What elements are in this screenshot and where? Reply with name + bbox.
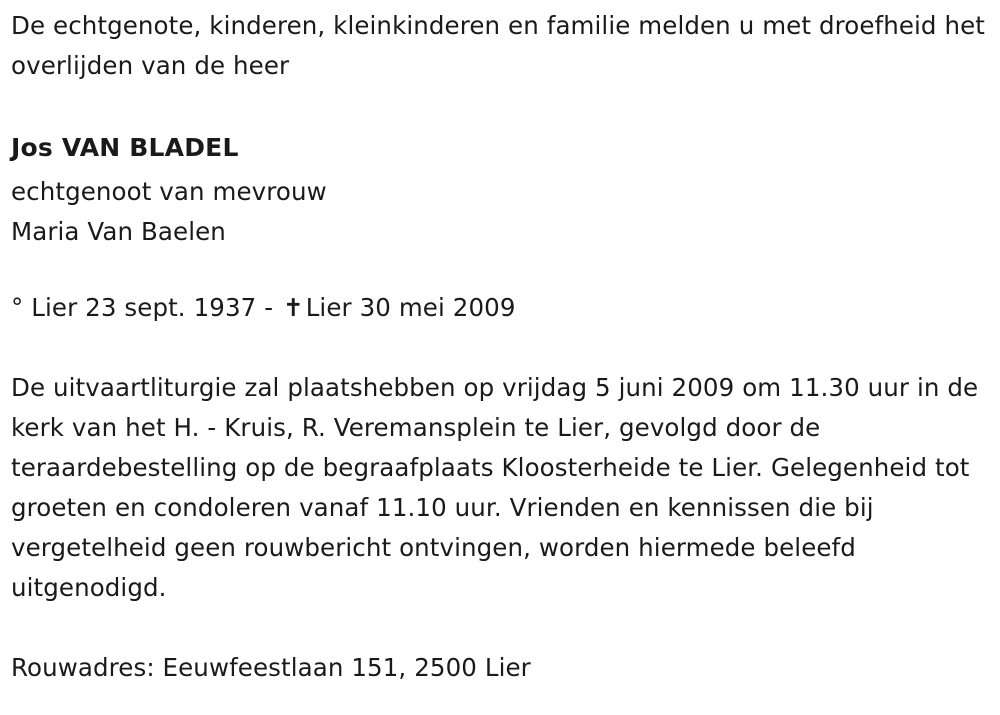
death-notice: [11, 6, 991, 688]
mourning-address: Rouwadres: Eeuwfeestlaan 151, 2500 Lier: [11, 653, 531, 682]
spacer: [11, 256, 991, 288]
deceased-name: Jos VAN BLADEL: [11, 133, 239, 162]
cross-icon: ✝: [283, 293, 304, 322]
life-dates: [11, 288, 991, 328]
funeral-details: De uitvaartliturgie zal plaatshebben op vrijdag 5 juni 2009 om 11.30 uur in de kerk van het H. - Kruis, R. Veremansplein te Lier, gevolgd door de teraardebestelling op de begraafplaats Kloosterheide te Lier. Gelegenheid tot groeten en condoleren vanaf 11.10 uur. Vrienden en kennissen die bij vergetelheid geen rouwbericht ontvingen, worden hiermede beleefd uitgenodigd.: [11, 373, 979, 602]
spouse-name: Maria Van Baelen: [11, 217, 226, 246]
death-date: Lier 30 mei 2009: [305, 293, 516, 322]
spacer: [11, 608, 991, 648]
spacer: [11, 86, 991, 126]
birth-date: Lier 23 sept. 1937 -: [31, 293, 274, 322]
spacer: [11, 328, 991, 368]
relation-text: echtgenoot van mevrouw: [11, 177, 327, 206]
intro-text: De echtgenote, kinderen, kleinkinderen en familie melden u met droefheid het overlijden van de heer: [11, 11, 985, 80]
birth-mark: °: [11, 293, 24, 322]
